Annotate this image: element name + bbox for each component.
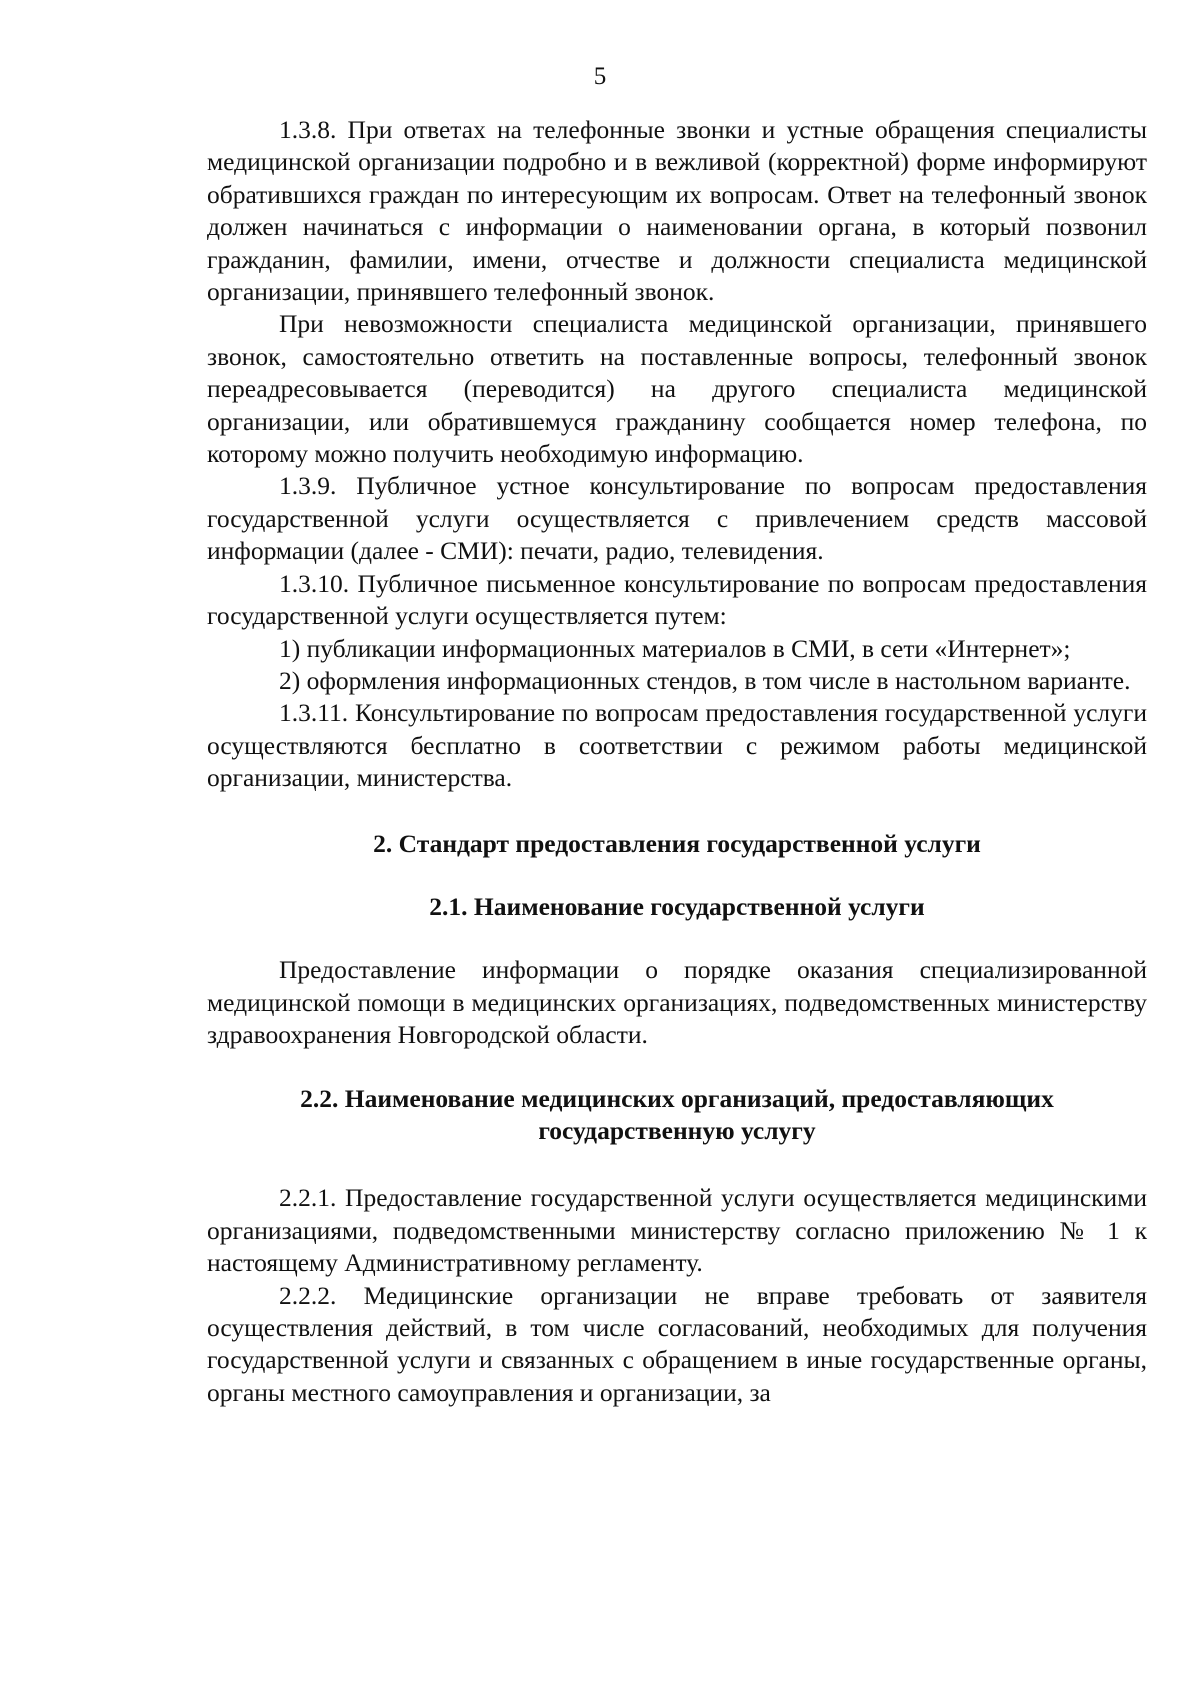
section-2-1-heading: 2.1. Наименование государственной услуги bbox=[429, 891, 925, 921]
page-number: 5 bbox=[593, 63, 607, 90]
paragraph-1-3-9: 1.3.9. Публичное устное консультирование по вопросам предоставления государственной услуги осуществляется с привлечением средств массовой информации (далее - СМИ): печати, радио, телевидения. bbox=[207, 471, 1147, 566]
paragraph-2-2-2: 2.2.2. Медицинские организации не вправе требовать от заявителя осуществления действий, в том числе согласований, необходимых для получения государственной услуги и связанных с обращением в иные государственные органы, органы местного самоуправления и организации, за bbox=[207, 1280, 1147, 1407]
list-item-2: 2) оформления информационных стендов, в том числе в настольном варианте. bbox=[279, 665, 1131, 695]
paragraph-1-3-11: 1.3.11. Консультирование по вопросам предоставления государственной услуги осуществляются бесплатно в соответствии с режимом работы медицинской организации, министерства. bbox=[207, 698, 1147, 793]
paragraph-1-3-10: 1.3.10. Публичное письменное консультирование по вопросам предоставления государственной услуги осуществляется путем: bbox=[207, 568, 1147, 631]
section-2-2-heading-line1: 2.2. Наименование медицинских организаций, предоставляющих bbox=[300, 1083, 1054, 1113]
list-item-1: 1) публикации информационных материалов в СМИ, в сети «Интернет»; bbox=[279, 633, 1071, 663]
section-2-2-heading bbox=[207, 1083, 1147, 1148]
paragraph-2-2-1: 2.2.1. Предоставление государственной услуги осуществляется медицинскими организациями, подведомственными министерству согласно приложению № 1 к настоящему Административному регламенту. bbox=[207, 1183, 1147, 1278]
document-body bbox=[207, 114, 1147, 1409]
paragraph-1-3-8: 1.3.8. При ответах на телефонные звонки и устные обращения специалисты медицинской организации подробно и в вежливой (корректной) форме информируют обратившихся граждан по интересующим их вопросам. Ответ на телефонный звонок должен начинаться с информации о наименовании органа, в который позвонил гражданин, фамилии, имени, отчестве и должности специалиста медицинской организации, принявшего телефонный звонок. bbox=[207, 115, 1147, 307]
paragraph-1-3-8-continued: При невозможности специалиста медицинской организации, принявшего звонок, самостоятельно ответить на поставленные вопросы, телефонный звонок переадресовывается (переводится) на другого специалиста медицинской организации, или обратившемуся гражданину сообщается номер телефона, по которому можно получить необходимую информацию. bbox=[207, 309, 1147, 469]
section-2-heading: 2. Стандарт предоставления государственной услуги bbox=[373, 828, 981, 858]
paragraph-2-1: Предоставление информации о порядке оказания специализированной медицинской помощи в медицинских организациях, подведомственных министерству здравоохранения Новгородской области. bbox=[207, 955, 1147, 1050]
section-2-2-heading-line2: государственную услугу bbox=[538, 1115, 816, 1145]
